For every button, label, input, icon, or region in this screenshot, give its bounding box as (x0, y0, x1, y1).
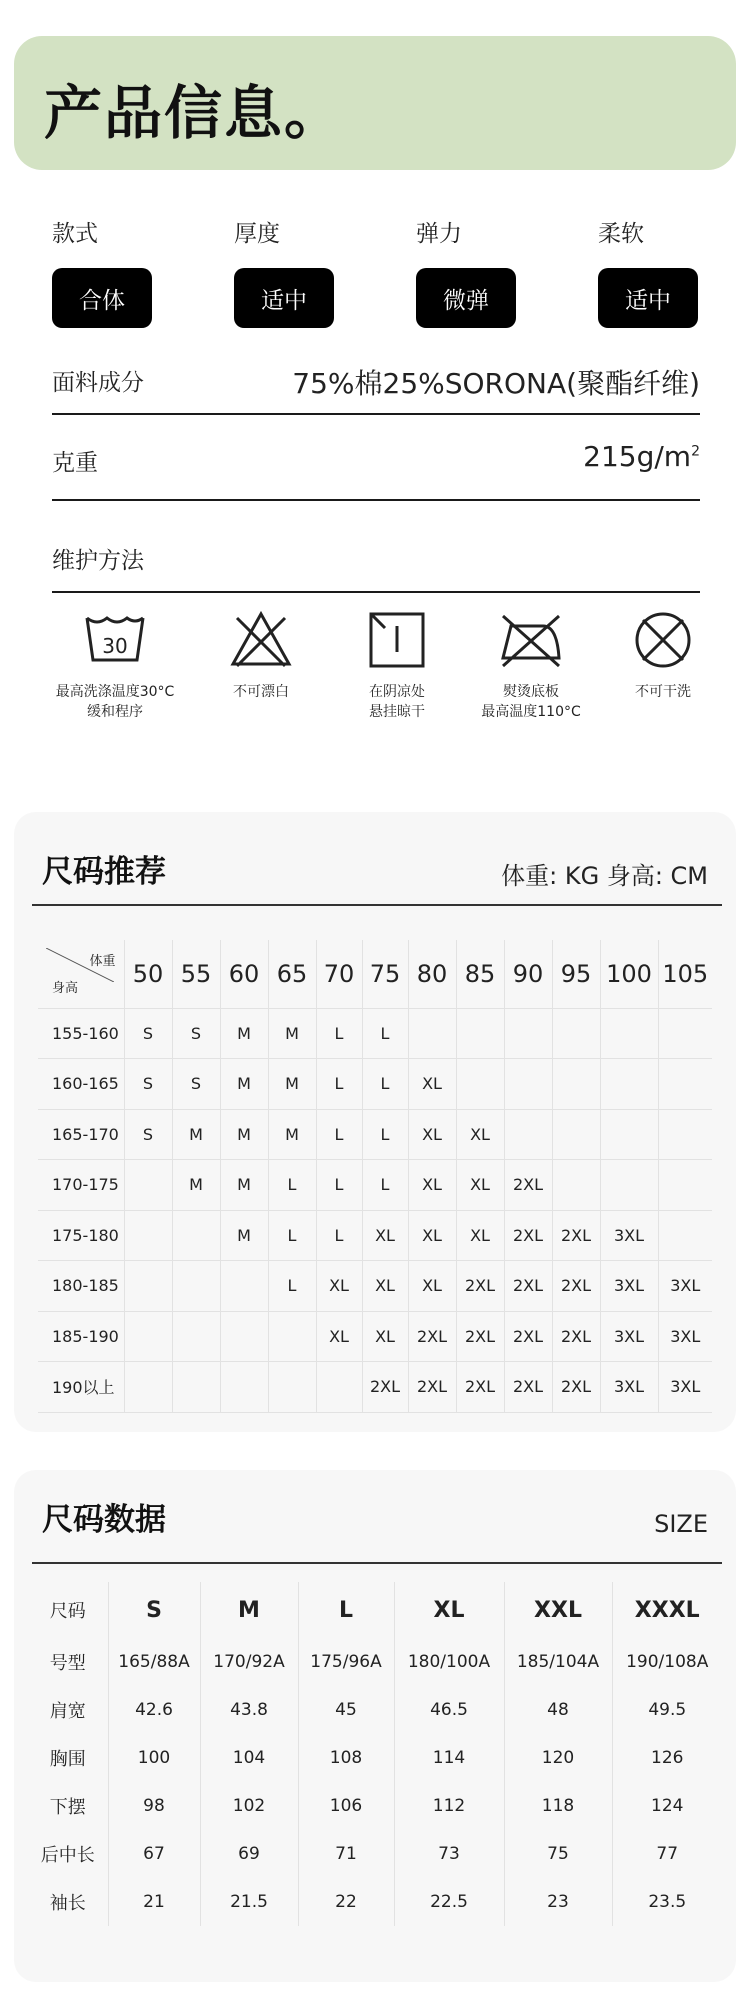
no-bleach-icon (229, 610, 293, 670)
care-text (598, 682, 728, 702)
page-title: 产品信息。 (44, 79, 345, 147)
attr-label: 柔软 (598, 221, 644, 247)
measurement-cell: 23 (504, 1878, 612, 1926)
measurement-cell: 120 (504, 1734, 612, 1782)
size-cell (600, 1059, 658, 1110)
size-cell: 2XL (408, 1362, 456, 1413)
size-cell (220, 1311, 268, 1362)
measurement-cell: 21.5 (200, 1878, 298, 1926)
size-cell: S (124, 1109, 172, 1160)
weight-header: 95 (552, 940, 600, 1008)
table-row (38, 1362, 712, 1413)
measurement-cell: 118 (504, 1782, 612, 1830)
size-cell (504, 1109, 552, 1160)
size-cell (456, 1059, 504, 1110)
measurement-cell: 48 (504, 1686, 612, 1734)
measurement-cell: 73 (394, 1830, 504, 1878)
size-cell: XL (408, 1059, 456, 1110)
recommend-title: 尺码推荐 (42, 854, 166, 890)
size-cell: L (316, 1008, 362, 1059)
line-dry-shade-icon (365, 610, 429, 670)
size-cell: XL (362, 1210, 408, 1261)
height-range-cell: 175-180 (38, 1210, 124, 1261)
measurement-cell: 112 (394, 1782, 504, 1830)
size-cell (172, 1210, 220, 1261)
measurement-cell: 67 (108, 1830, 200, 1878)
attr-style (52, 215, 172, 328)
size-cell: 3XL (600, 1362, 658, 1413)
weight-header: 55 (172, 940, 220, 1008)
size-cell (268, 1362, 316, 1413)
height-range-cell: 190以上 (38, 1362, 124, 1413)
measurement-cell: 42.6 (108, 1686, 200, 1734)
size-cell: XL (456, 1210, 504, 1261)
divider (32, 1562, 722, 1564)
sizedata-title: 尺码数据 (42, 1502, 166, 1538)
height-range-cell: 165-170 (38, 1109, 124, 1160)
table-row (28, 1686, 722, 1734)
size-column-header: S (108, 1582, 200, 1638)
care-item-dry (332, 610, 462, 722)
size-cell (172, 1311, 220, 1362)
size-cell: L (362, 1008, 408, 1059)
size-cell: XL (362, 1311, 408, 1362)
size-cell: 2XL (456, 1362, 504, 1413)
size-cell: 3XL (658, 1311, 712, 1362)
attr-thickness (234, 215, 354, 328)
measurement-cell: 106 (298, 1782, 394, 1830)
table-row (38, 1059, 712, 1110)
measurement-cell: 98 (108, 1782, 200, 1830)
size-cell (504, 1008, 552, 1059)
height-range-cell: 180-185 (38, 1261, 124, 1312)
attr-value-badge: 微弹 (416, 268, 516, 328)
size-cell: M (220, 1160, 268, 1211)
measurement-label-cell: 下摆 (28, 1782, 108, 1830)
size-cell (172, 1362, 220, 1413)
size-cell: L (316, 1210, 362, 1261)
care-text-line: 最高洗涤温度30°C (55, 684, 175, 700)
size-cell: 2XL (552, 1261, 600, 1312)
size-cell: 3XL (658, 1362, 712, 1413)
size-cell (124, 1362, 172, 1413)
height-range-cell: 160-165 (38, 1059, 124, 1110)
size-data-table (28, 1582, 722, 1926)
measurement-cell: 71 (298, 1830, 394, 1878)
size-cell: XL (408, 1210, 456, 1261)
divider (32, 904, 722, 906)
size-cell: M (172, 1160, 220, 1211)
care-text (466, 682, 596, 722)
size-cell (552, 1109, 600, 1160)
attr-label: 弹力 (416, 221, 462, 247)
weight-row (52, 440, 700, 484)
divider (52, 591, 700, 593)
table-row (28, 1830, 722, 1878)
size-cell (658, 1210, 712, 1261)
size-cell: M (172, 1109, 220, 1160)
size-cell (600, 1008, 658, 1059)
size-cell: L (362, 1059, 408, 1110)
size-cell: 2XL (552, 1362, 600, 1413)
measurement-cell: 77 (656, 1844, 679, 1864)
care-text-line: 在阴凉处 (369, 684, 425, 700)
measurement-label-cell: 胸围 (28, 1734, 108, 1782)
size-cell: 3XL (600, 1210, 658, 1261)
size-cell: 2XL (504, 1311, 552, 1362)
care-text (50, 682, 180, 722)
size-column-header: M (200, 1582, 298, 1638)
size-cell: 2XL (504, 1160, 552, 1211)
size-cell: XL (408, 1109, 456, 1160)
fabric-label: 面料成分 (52, 370, 144, 396)
weight-label: 克重 (52, 450, 98, 476)
size-cell (408, 1008, 456, 1059)
no-dry-clean-icon (631, 610, 695, 670)
size-cell: M (268, 1109, 316, 1160)
header-banner (14, 36, 736, 170)
size-cell: 2XL (456, 1311, 504, 1362)
size-cell: M (220, 1008, 268, 1059)
recommend-units: 体重: KG 身高: CM (501, 862, 708, 890)
sizedata-note: SIZE (654, 1510, 708, 1538)
measurement-cell: 114 (394, 1734, 504, 1782)
size-recommend-panel (14, 812, 736, 1432)
attr-value-badge: 适中 (598, 268, 698, 328)
size-cell: 2XL (362, 1362, 408, 1413)
size-cell: XL (456, 1160, 504, 1211)
measurement-cell: 165/88A (108, 1638, 200, 1686)
size-cell: M (220, 1059, 268, 1110)
care-item-iron (466, 610, 596, 722)
size-cell: L (268, 1210, 316, 1261)
size-cell (124, 1311, 172, 1362)
attr-value-badge: 适中 (234, 268, 334, 328)
size-column-header: 尺码 (28, 1582, 108, 1638)
measurement-cell: 190/108A (626, 1652, 709, 1672)
measurement-cell: 75 (504, 1830, 612, 1878)
size-cell: XL (408, 1261, 456, 1312)
size-cell: S (172, 1059, 220, 1110)
size-cell (124, 1160, 172, 1211)
measurement-cell: 170/92A (200, 1638, 298, 1686)
attr-label: 厚度 (234, 221, 280, 247)
size-column-header: L (298, 1582, 394, 1638)
size-cell: 2XL (456, 1261, 504, 1312)
table-row (28, 1878, 722, 1926)
care-label: 维护方法 (52, 548, 144, 574)
size-cell: S (172, 1008, 220, 1059)
table-row (38, 1210, 712, 1261)
attr-label: 款式 (52, 221, 98, 247)
size-cell (552, 1059, 600, 1110)
size-cell: 2XL (504, 1261, 552, 1312)
size-cell: M (220, 1210, 268, 1261)
measurement-cell: 185/104A (504, 1638, 612, 1686)
care-text-line: 熨烫底板 (503, 684, 559, 700)
measurement-label-cell: 肩宽 (28, 1686, 108, 1734)
measurement-cell: 23.5 (648, 1892, 687, 1912)
size-cell: 2XL (504, 1210, 552, 1261)
measurement-cell: 45 (298, 1686, 394, 1734)
iron-medium-icon (499, 610, 563, 670)
size-cell: 3XL (658, 1261, 712, 1312)
corner-weight-label: 体重 (89, 954, 116, 969)
table-row (38, 1311, 712, 1362)
weight-header: 90 (504, 940, 552, 1008)
size-cell: M (220, 1109, 268, 1160)
care-row (52, 542, 700, 572)
size-cell: L (316, 1109, 362, 1160)
size-cell: XL (316, 1261, 362, 1312)
size-cell (552, 1160, 600, 1211)
weight-header: 100 (600, 940, 658, 1008)
measurement-cell: 180/100A (394, 1638, 504, 1686)
table-row (38, 1008, 712, 1059)
care-text (332, 682, 462, 722)
size-cell: 2XL (552, 1210, 600, 1261)
measurement-cell: 108 (298, 1734, 394, 1782)
attr-value-badge: 合体 (52, 268, 152, 328)
size-cell (658, 1059, 712, 1110)
corner-header-cell (38, 940, 124, 1008)
weight-header: 50 (124, 940, 172, 1008)
size-data-panel (14, 1470, 736, 1982)
measurement-cell: 22 (298, 1878, 394, 1926)
weight-number: 215g/m (583, 440, 692, 473)
height-range-cell: 170-175 (38, 1160, 124, 1211)
size-cell: L (316, 1160, 362, 1211)
care-text-line: 不可漂白 (233, 684, 289, 700)
table-row (38, 1160, 712, 1211)
size-cell (172, 1261, 220, 1312)
size-cell: M (268, 1059, 316, 1110)
divider (52, 413, 700, 415)
table-row (38, 1261, 712, 1312)
weight-header: 65 (268, 940, 316, 1008)
size-cell (600, 1109, 658, 1160)
size-cell: XL (362, 1261, 408, 1312)
height-range-cell: 155-160 (38, 1008, 124, 1059)
size-column-header: XXXL (634, 1597, 700, 1623)
size-cell (316, 1362, 362, 1413)
size-cell (658, 1160, 712, 1211)
weight-value (583, 440, 700, 473)
corner-height-label: 身高 (52, 980, 79, 996)
size-cell: XL (316, 1311, 362, 1362)
size-cell (124, 1210, 172, 1261)
size-cell: L (316, 1059, 362, 1110)
wash-30-icon (83, 610, 147, 670)
size-cell (600, 1160, 658, 1211)
weight-header: 80 (408, 940, 456, 1008)
weight-unit-sup: 2 (691, 443, 700, 460)
size-cell (124, 1261, 172, 1312)
size-cell: L (362, 1160, 408, 1211)
height-range-cell: 185-190 (38, 1311, 124, 1362)
size-cell (658, 1109, 712, 1160)
size-cell: 2XL (552, 1311, 600, 1362)
measurement-cell: 124 (651, 1796, 684, 1816)
size-cell: XL (456, 1109, 504, 1160)
divider (52, 499, 700, 501)
size-cell (658, 1008, 712, 1059)
size-cell: S (124, 1008, 172, 1059)
measurement-cell: 69 (200, 1830, 298, 1878)
weight-header: 75 (362, 940, 408, 1008)
measurement-cell: 46.5 (394, 1686, 504, 1734)
measurement-label-cell: 号型 (28, 1638, 108, 1686)
table-header-row (38, 940, 712, 1008)
attr-softness (598, 215, 718, 328)
size-cell: S (124, 1059, 172, 1110)
measurement-cell: 100 (108, 1734, 200, 1782)
size-cell: XL (408, 1160, 456, 1211)
measurement-cell: 22.5 (394, 1878, 504, 1926)
weight-header: 105 (658, 940, 712, 1008)
size-cell: 2XL (408, 1311, 456, 1362)
size-recommend-table (38, 940, 712, 1413)
wash-temperature: 30 (102, 634, 128, 658)
care-text (196, 682, 326, 702)
care-item-bleach (196, 610, 326, 702)
size-cell (268, 1311, 316, 1362)
size-cell: 3XL (600, 1261, 658, 1312)
care-text-line: 最高温度110°C (481, 704, 581, 720)
size-cell: 3XL (600, 1311, 658, 1362)
size-cell: L (268, 1261, 316, 1312)
care-text-line: 悬挂晾干 (369, 704, 425, 720)
size-cell: 2XL (504, 1362, 552, 1413)
size-cell (220, 1261, 268, 1312)
care-item-dryclean (598, 610, 728, 702)
table-row (38, 1109, 712, 1160)
fabric-value: 75%棉25%SORONA(聚酯纤维) (292, 367, 700, 400)
measurement-cell: 49.5 (648, 1700, 687, 1720)
size-cell (456, 1008, 504, 1059)
table-row (28, 1782, 722, 1830)
attr-elasticity (416, 215, 536, 328)
size-cell (552, 1008, 600, 1059)
measurement-cell: 43.8 (200, 1686, 298, 1734)
size-column-header: XXL (504, 1582, 612, 1638)
weight-header: 60 (220, 940, 268, 1008)
size-cell: L (362, 1109, 408, 1160)
size-cell (504, 1059, 552, 1110)
size-cell: M (268, 1008, 316, 1059)
table-header-row (28, 1582, 722, 1638)
care-item-wash (50, 610, 180, 722)
measurement-cell: 126 (651, 1748, 684, 1768)
weight-header: 85 (456, 940, 504, 1008)
weight-header: 70 (316, 940, 362, 1008)
table-row (28, 1638, 722, 1686)
size-column-header: XL (394, 1582, 504, 1638)
size-cell (220, 1362, 268, 1413)
size-cell: L (268, 1160, 316, 1211)
care-text-line: 不可干洗 (635, 684, 691, 700)
care-text-line: 缓和程序 (87, 704, 143, 720)
fabric-row (52, 362, 700, 402)
measurement-cell: 102 (200, 1782, 298, 1830)
table-row (28, 1734, 722, 1782)
measurement-cell: 21 (108, 1878, 200, 1926)
measurement-label-cell: 袖长 (28, 1878, 108, 1926)
measurement-cell: 175/96A (298, 1638, 394, 1686)
measurement-cell: 104 (200, 1734, 298, 1782)
measurement-label-cell: 后中长 (28, 1830, 108, 1878)
